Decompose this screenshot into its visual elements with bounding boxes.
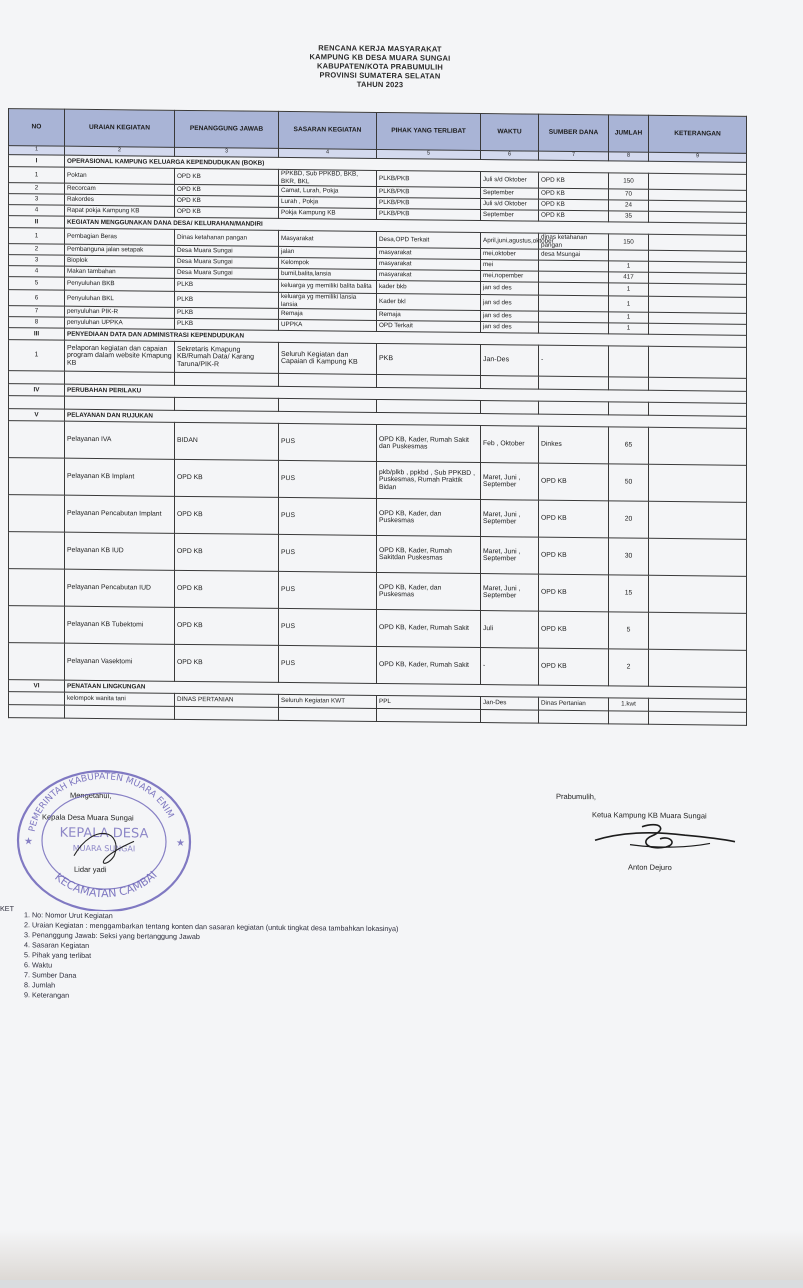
table-cell: PUS xyxy=(279,497,377,535)
official-stamp xyxy=(4,760,204,912)
table-cell: Jan-Des xyxy=(481,345,539,377)
table-cell: PUS xyxy=(279,571,377,609)
column-number: 3 xyxy=(175,147,279,157)
table-cell: OPD KB xyxy=(175,607,279,645)
table-cell: Seluruh Kegiatan KWT xyxy=(279,694,377,708)
blank-cell xyxy=(481,401,539,415)
page-shadow xyxy=(0,1230,803,1280)
table-cell: UPPKA xyxy=(279,319,377,331)
table-cell: Dinas ketahanan pangan xyxy=(175,229,279,246)
table-cell: jan sd des xyxy=(481,322,539,334)
table-cell: 35 xyxy=(609,211,649,222)
table-cell: 150 xyxy=(609,173,649,189)
section-title: PENYEDIAAN DATA DAN ADMINISTRASI KEPENDUDUKAN xyxy=(65,328,747,347)
table-cell: OPD KB, Kader, Rumah Sakit dan Puskesmas xyxy=(377,424,481,462)
section-number: VI xyxy=(9,680,65,693)
table-cell xyxy=(649,501,747,539)
table-cell: 1 xyxy=(9,228,65,245)
table-cell xyxy=(9,692,65,706)
table-cell xyxy=(9,421,65,459)
column-number: 1 xyxy=(9,146,65,156)
note-item: 5. Pihak yang terlibat xyxy=(24,950,92,960)
blank-cell xyxy=(649,402,747,416)
table-cell xyxy=(649,538,747,576)
heading-line: PROVINSI SUMATERA SELATAN xyxy=(319,70,441,81)
table-cell xyxy=(539,311,609,323)
table-cell: Pelayanan Vasektomi xyxy=(65,643,175,681)
blank-cell xyxy=(649,377,747,391)
table-cell: masyarakat xyxy=(377,269,481,281)
table-cell: pkb/plkb , ppkbd , Sub PPKBD , Puskesmas, Rumah Praktik Bidan xyxy=(377,461,481,499)
table-cell: 3 xyxy=(9,255,65,267)
table-cell: PLKB xyxy=(175,307,279,319)
table-cell: OPD KB, Kader, Rumah Sakit xyxy=(377,609,481,647)
table-cell: 3 xyxy=(9,194,65,206)
table-cell: OPD KB, Kader, dan Puskesmas xyxy=(377,572,481,610)
table-cell: Recorcam xyxy=(65,183,175,195)
blank-cell xyxy=(609,402,649,415)
section-title: PENATAAN LINGKUNGAN xyxy=(65,680,747,699)
header-cell: WAKTU xyxy=(481,114,539,152)
blank-cell xyxy=(377,708,481,722)
blank-cell xyxy=(481,376,539,390)
signer-title: Ketua Kampung KB Muara Sungai xyxy=(592,810,707,821)
blank-cell xyxy=(539,401,609,415)
blank-cell xyxy=(175,372,279,386)
note-item: 4. Sasaran Kegiatan xyxy=(24,940,90,950)
signature-block-right xyxy=(556,791,707,873)
header-cell: URAIAN KEGIATAN xyxy=(65,109,175,147)
table-cell: dinas ketahanan pangan xyxy=(539,233,609,250)
table-cell xyxy=(649,464,747,502)
table-cell: Maret, Juni , September xyxy=(481,574,539,612)
table-cell: PKB xyxy=(377,343,481,375)
table-cell: mei,nopember xyxy=(481,271,539,283)
table-cell: keluarga yg memiliki lansia lansia xyxy=(279,292,377,309)
section-number: IV xyxy=(9,384,65,397)
section-number: V xyxy=(9,409,65,422)
svg-text:MUARA SUNGAI: MUARA SUNGAI xyxy=(72,843,136,854)
table-cell: OPD KB xyxy=(175,533,279,571)
note-item: 3. Penanggung Jawab: Seksi yang bertanggung Jawab xyxy=(24,930,200,942)
table-cell: Makan tambahan xyxy=(65,266,175,278)
blank-cell xyxy=(279,373,377,387)
table-cell: PLKB xyxy=(175,278,279,292)
table-cell: 2 xyxy=(9,183,65,195)
table-cell: OPD KB xyxy=(539,172,609,189)
table-cell xyxy=(539,271,609,283)
table-cell: Pokja Kampung KB xyxy=(279,207,377,219)
table-cell: Kader bkl xyxy=(377,293,481,310)
table-body xyxy=(9,146,747,726)
table-cell xyxy=(649,649,747,687)
table-cell: OPD KB xyxy=(539,574,609,612)
table-cell: Lurah , Pokja xyxy=(279,196,377,208)
table-cell: 50 xyxy=(609,464,649,501)
table-cell xyxy=(649,234,747,251)
table-cell: 1 xyxy=(609,261,649,272)
notes-label: KET xyxy=(0,904,14,914)
table-cell: PPKBD, Sub PPKBD, BKB, BKR, BKL xyxy=(279,169,377,186)
table-cell: mei xyxy=(481,260,539,272)
table-cell: Pelayanan KB Implant xyxy=(65,458,175,496)
table-cell: OPD KB, Kader, Rumah Sakitdan Puskesmas xyxy=(377,535,481,573)
table-cell: PLKB/PKB xyxy=(377,197,481,209)
table-cell: PUS xyxy=(279,645,377,683)
table-cell xyxy=(9,495,65,533)
svg-text:PEMERINTAH KABUPATEN MUARA ENI: PEMERINTAH KABUPATEN MUARA ENIM xyxy=(27,772,176,833)
table-cell: OPD KB xyxy=(175,496,279,534)
acknowledge-label: Mengetahui, xyxy=(70,790,112,801)
section-number: II xyxy=(9,216,65,229)
table-cell xyxy=(9,569,65,607)
table-cell: 70 xyxy=(609,189,649,200)
table-cell: Pelayanan KB Tubektomi xyxy=(65,606,175,644)
table-cell: Kelompok xyxy=(279,257,377,269)
table-cell xyxy=(649,283,747,297)
table-cell: - xyxy=(481,648,539,686)
table-cell: PUS xyxy=(279,460,377,498)
table-cell: PPL xyxy=(377,695,481,709)
table-cell: Feb , Oktober xyxy=(481,426,539,464)
table-cell: Juli xyxy=(481,611,539,649)
table-cell: 1 xyxy=(9,167,65,184)
blank-cell xyxy=(65,371,175,385)
table-cell: jan sd des xyxy=(481,282,539,296)
blank-cell xyxy=(9,371,65,385)
header-cell: NO xyxy=(9,109,65,147)
table-cell: Juli s/d Oktober xyxy=(481,172,539,189)
table-cell: Penyuluhan BKL xyxy=(65,290,175,307)
table-cell: jan sd des xyxy=(481,295,539,312)
table-cell: Rakordes xyxy=(65,194,175,206)
column-number: 6 xyxy=(481,151,539,161)
table-cell xyxy=(649,698,747,712)
table-cell: 24 xyxy=(609,200,649,211)
table-cell: Pelayanan Pencabutan IUD xyxy=(65,569,175,607)
table-cell: PLKB/PKB xyxy=(377,186,481,198)
table-cell: OPD Terkait xyxy=(377,320,481,332)
table-cell xyxy=(649,575,747,613)
blank-cell xyxy=(377,399,481,413)
section-title: PERUBAHAN PERILAKU xyxy=(65,384,747,403)
signer-name: Anton Dejuro xyxy=(628,862,672,873)
note-item: 7. Sumber Dana xyxy=(24,970,77,980)
table-cell: 2 xyxy=(609,649,649,686)
table-cell: OPD KB xyxy=(539,500,609,538)
svg-text:KEPALA DESA: KEPALA DESA xyxy=(59,825,149,842)
svg-text:★: ★ xyxy=(24,836,33,848)
table-cell: 5 xyxy=(609,612,649,649)
table-cell: 30 xyxy=(609,538,649,575)
table-cell xyxy=(649,612,747,650)
table-cell: Pelayanan Pencabutan Implant xyxy=(65,495,175,533)
note-item: 6. Waktu xyxy=(24,960,53,970)
blank-cell xyxy=(609,377,649,390)
column-number: 4 xyxy=(279,148,377,158)
heading-line: KAMPUNG KB DESA MUARA SUNGAI xyxy=(309,52,451,63)
table-cell: Dinas Pertanian xyxy=(539,697,609,711)
table-cell: - xyxy=(539,345,609,377)
column-number: 9 xyxy=(649,152,747,162)
blank-cell xyxy=(65,396,175,410)
table-cell: PLKB/PKB xyxy=(377,208,481,220)
table-cell: Jan-Des xyxy=(481,697,539,711)
note-item: 8. Jumlah xyxy=(24,980,56,990)
section-number: III xyxy=(9,328,65,341)
table-cell: OPD KB xyxy=(175,570,279,608)
table-cell: Camat, Lurah, Pokja xyxy=(279,185,377,197)
table-cell xyxy=(539,295,609,312)
table-cell: OPD KB xyxy=(539,537,609,575)
blank-cell xyxy=(279,398,377,412)
table-cell: Maret, Juni , September xyxy=(481,463,539,501)
heading-line: TAHUN 2023 xyxy=(356,79,404,90)
column-number: 8 xyxy=(609,152,649,161)
table-cell: Remaja xyxy=(279,308,377,320)
table-cell: PLKB xyxy=(175,291,279,308)
table-cell: Pelayanan IVA xyxy=(65,421,175,459)
table-cell xyxy=(9,458,65,496)
table-cell: 7 xyxy=(9,306,65,318)
table-cell: Desa Muara Sungai xyxy=(175,245,279,257)
table-cell xyxy=(539,282,609,296)
table-cell: 1 xyxy=(9,340,65,372)
table-cell: OPD KB xyxy=(175,184,279,196)
header-cell: PENANGGUNG JAWAB xyxy=(175,110,279,148)
section-title: PELAYANAN DAN RUJUKAN xyxy=(65,409,747,428)
table-cell: 417 xyxy=(609,272,649,283)
table-cell: Maret, Juni , September xyxy=(481,500,539,538)
table-cell: 8 xyxy=(9,317,65,329)
table-cell xyxy=(539,260,609,272)
blank-cell xyxy=(539,376,609,390)
table-cell xyxy=(649,346,747,378)
table-cell: PLKB xyxy=(175,318,279,330)
table-cell: Sekretaris Kmapung KB/Rumah Data/ Karang Taruna/PIK-R xyxy=(175,341,279,373)
table-cell: kader bkb xyxy=(377,280,481,294)
table-cell: 1 xyxy=(609,296,649,312)
svg-text:★: ★ xyxy=(176,837,185,849)
document-heading xyxy=(220,42,540,90)
table-cell: masyarakat xyxy=(377,258,481,270)
table-cell xyxy=(649,173,747,190)
table-cell: September xyxy=(481,188,539,200)
table-cell: Pembagian Beras xyxy=(65,228,175,245)
section-number: I xyxy=(9,155,65,168)
column-number: 7 xyxy=(539,151,609,161)
table-cell: 5 xyxy=(9,277,65,291)
work-plan-table xyxy=(8,108,746,726)
blank-cell xyxy=(175,706,279,720)
signer-name-left: Lidar yadi xyxy=(74,864,107,875)
table-cell: OPD KB xyxy=(539,210,609,222)
table-cell xyxy=(9,643,65,681)
section-title: OPERASIONAL KAMPUNG KELUARGA KEPENDUDUKAN (BOKB) xyxy=(65,155,747,174)
header-cell: JUMLAH xyxy=(609,115,649,152)
table-cell: OPD KB, Kader, dan Puskesmas xyxy=(377,498,481,536)
table-cell: Juli s/d Oktober xyxy=(481,199,539,211)
table-cell: 4 xyxy=(9,266,65,278)
table-cell: Desa Muara Sungai xyxy=(175,256,279,268)
table-cell: 6 xyxy=(9,290,65,307)
signer-title-left: Kepala Desa Muara Sungai xyxy=(42,812,134,823)
notes-list xyxy=(24,910,584,1006)
table-cell: 4 xyxy=(9,205,65,217)
table-cell: 2 xyxy=(9,244,65,256)
table-cell: penyuluhan PIK-R xyxy=(65,306,175,318)
table-cell: PUS xyxy=(279,423,377,461)
section-title: KEGIATAN MENGGUNAKAN DANA DESA/ KELURAHAN/MANDIRI xyxy=(65,216,747,235)
table-cell: OPD KB xyxy=(539,188,609,200)
table-cell: Poktan xyxy=(65,167,175,184)
table-cell: OPD KB xyxy=(175,206,279,218)
table-cell: OPD KB, Kader, Rumah Sakit xyxy=(377,646,481,684)
header-cell: PIHAK YANG TERLIBAT xyxy=(377,112,481,150)
table-cell: OPD KB xyxy=(539,199,609,211)
table-cell: OPD KB xyxy=(539,611,609,649)
blank-cell xyxy=(539,710,609,724)
table-cell: OPD KB xyxy=(175,459,279,497)
header-cell: SASARAN KEGIATAN xyxy=(279,111,377,149)
table-cell: April,juni,agustus,oktober xyxy=(481,233,539,250)
table-cell xyxy=(9,606,65,644)
column-number: 2 xyxy=(65,146,175,156)
table-cell: Masyarakat xyxy=(279,230,377,247)
table-cell: 150 xyxy=(609,234,649,250)
table-cell: 65 xyxy=(609,427,649,464)
blank-cell xyxy=(279,707,377,721)
table-cell: jan sd des xyxy=(481,311,539,323)
table-cell: penyuluhan UPPKA xyxy=(65,317,175,329)
table-cell: 1 xyxy=(609,312,649,323)
table-cell: 1 xyxy=(609,323,649,334)
blank-cell xyxy=(65,705,175,719)
table-cell: OPD KB xyxy=(539,648,609,686)
blank-cell xyxy=(377,374,481,388)
table-cell xyxy=(649,296,747,313)
note-item: 9. Keterangan xyxy=(24,990,70,1000)
table-cell: 1 xyxy=(609,283,649,296)
table-cell: September xyxy=(481,210,539,222)
blank-cell xyxy=(9,705,65,719)
table-cell: keluarga yg memiliki balita balita xyxy=(279,279,377,293)
table-cell: 1.kwt xyxy=(609,698,649,711)
table-cell: Pembanguna jalan setapak xyxy=(65,244,175,256)
svg-text:KECAMATAN CAMBAI: KECAMATAN CAMBAI xyxy=(52,868,160,901)
table-cell: BIDAN xyxy=(175,422,279,460)
city-date: Prabumulih, xyxy=(556,791,597,802)
table-cell: PUS xyxy=(279,608,377,646)
table-cell: 20 xyxy=(609,501,649,538)
handwritten-signature xyxy=(590,818,740,865)
table-cell: Desa,OPD Terkait xyxy=(377,231,481,248)
table-cell: Bioplok xyxy=(65,255,175,267)
note-item: 1. No: Nomor Urut Kegiatan xyxy=(24,910,113,921)
column-number: 5 xyxy=(377,149,481,159)
table-cell: Desa Muara Sungai xyxy=(175,267,279,279)
blank-cell xyxy=(9,396,65,410)
table-cell: Remaja xyxy=(377,309,481,321)
blank-cell xyxy=(175,397,279,411)
table-cell: jalan xyxy=(279,246,377,258)
table-cell: PUS xyxy=(279,534,377,572)
table-cell: Rapat pokja Kampung KB xyxy=(65,205,175,217)
blank-cell xyxy=(481,710,539,724)
table-cell: Pelaporan kegiatan dan capaian program dalam website Kmapung KB xyxy=(65,340,175,372)
table-cell xyxy=(609,346,649,377)
header-cell: SUMBER DANA xyxy=(539,114,609,152)
note-item: 2. Uraian Kegiatan : menggambarkan tentang konten dan sasaran kegiatan (untuk tingkat desa tambahkan lokasinya) xyxy=(24,920,399,934)
table-cell: masyarakat xyxy=(377,247,481,259)
table-cell: OPD KB xyxy=(175,168,279,185)
table-cell: mei,oktober xyxy=(481,249,539,261)
table-cell: OPD KB xyxy=(539,463,609,501)
table-cell: Dinkes xyxy=(539,426,609,464)
table-cell: OPD KB xyxy=(175,644,279,682)
table-cell: Maret, Juni , September xyxy=(481,537,539,575)
table-cell: 15 xyxy=(609,575,649,612)
table-cell: desa Msungai xyxy=(539,249,609,261)
table-cell: kelompok wanita tani xyxy=(65,692,175,706)
blank-cell xyxy=(649,711,747,725)
blank-cell xyxy=(609,711,649,724)
table-cell: bumil,balita,lansia xyxy=(279,268,377,280)
table-cell xyxy=(609,250,649,261)
table-cell xyxy=(9,532,65,570)
table-cell: Seluruh Kegiatan dan Capaian di Kampung KB xyxy=(279,342,377,374)
table-cell: DINAS PERTANIAN xyxy=(175,693,279,707)
table-cell: PLKB/PKB xyxy=(377,170,481,187)
heading-line: RENCANA KERJA MASYARAKAT xyxy=(318,43,442,54)
table-cell: Penyuluhan BKB xyxy=(65,277,175,291)
heading-line: KABUPATEN/KOTA PRABUMULIH xyxy=(317,61,443,72)
table-cell: Pelayanan KB IUD xyxy=(65,532,175,570)
table-cell: OPD KB xyxy=(175,195,279,207)
header-cell: KETERANGAN xyxy=(649,115,747,153)
table-cell xyxy=(649,427,747,465)
table-cell xyxy=(539,322,609,334)
